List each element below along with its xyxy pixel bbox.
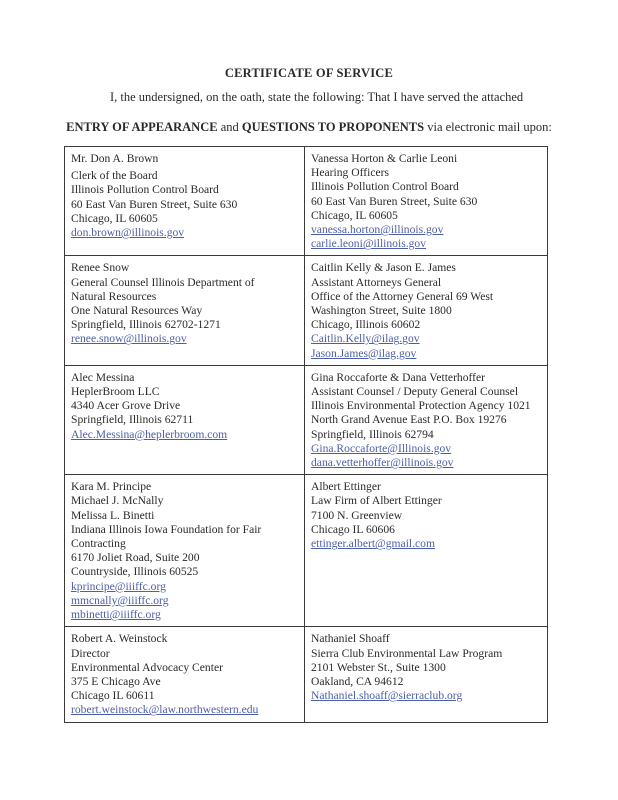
address-line: Illinois Environmental Protection Agency 1021 bbox=[311, 399, 531, 413]
address-line: 60 East Van Buren Street, Suite 630 bbox=[71, 197, 238, 211]
address-line: Michael J. McNally bbox=[71, 494, 164, 508]
address-line: North Grand Avenue East P.O. Box 19276 bbox=[311, 413, 507, 427]
address-line: Office of the Attorney General 69 West bbox=[311, 289, 494, 303]
recipient-cell bbox=[65, 627, 305, 722]
email-link[interactable]: vanessa.horton@illinois.gov bbox=[311, 223, 444, 237]
address-line: Washington Street, Suite 1800 bbox=[311, 304, 452, 318]
email-link[interactable]: dana.vetterhoffer@illinois.gov bbox=[311, 456, 454, 470]
address-line: Oakland, CA 94612 bbox=[311, 674, 404, 688]
email-link[interactable]: mmcnally@iiiffc.org bbox=[71, 593, 169, 607]
address-line: Indiana Illinois Iowa Foundation for Fair bbox=[71, 522, 262, 536]
address-line: Law Firm of Albert Ettinger bbox=[311, 494, 442, 508]
email-link[interactable]: robert.weinstock@law.northwestern.edu bbox=[71, 703, 259, 717]
recipient-cell bbox=[305, 365, 548, 474]
document-questions-to-proponents: QUESTIONS TO PROPONENTS bbox=[241, 120, 425, 134]
service-row bbox=[65, 627, 548, 722]
recipient-cell bbox=[305, 627, 548, 722]
address-line: 2101 Webster St., Suite 1300 bbox=[311, 660, 446, 674]
oath-statement: I, the undersigned, on the oath, state the following: That I have served the attached bbox=[110, 90, 524, 104]
address-line: Hearing Officers bbox=[311, 166, 390, 180]
recipient-cell bbox=[305, 256, 548, 365]
service-row bbox=[65, 147, 548, 256]
conjunction-text: and bbox=[217, 120, 242, 134]
service-row bbox=[65, 256, 548, 365]
address-line: Assistant Attorneys General bbox=[311, 275, 442, 289]
address-line: Natural Resources bbox=[71, 289, 157, 303]
address-line: 7100 N. Greenview bbox=[311, 508, 403, 522]
delivery-method-text: via electronic mail upon: bbox=[424, 120, 552, 134]
email-link[interactable]: kprincipe@iiiffc.org bbox=[71, 579, 166, 593]
recipient-name: Alec Messina bbox=[71, 370, 135, 384]
service-list-table bbox=[64, 146, 548, 723]
address-line: Assistant Counsel / Deputy General Counsel bbox=[311, 385, 519, 399]
recipient-name: Caitlin Kelly & Jason E. James bbox=[311, 261, 456, 275]
recipient-cell bbox=[65, 365, 305, 474]
address-line: Springfield, Illinois 62794 bbox=[311, 427, 434, 441]
address-line: Chicago, IL 60605 bbox=[311, 208, 398, 222]
service-row bbox=[65, 365, 548, 474]
recipient-name: Kara M. Principe bbox=[71, 480, 152, 494]
address-line: Illinois Pollution Control Board bbox=[311, 180, 459, 194]
recipient-name: Robert A. Weinstock bbox=[71, 632, 168, 646]
address-line: One Natural Resources Way bbox=[71, 304, 203, 318]
address-line: Chicago, Illinois 60602 bbox=[311, 318, 421, 332]
recipient-cell bbox=[65, 475, 305, 627]
service-row bbox=[65, 475, 548, 627]
email-link[interactable]: Gina.Roccaforte@Illinois.gov bbox=[311, 441, 452, 455]
recipient-name: Mr. Don A. Brown bbox=[71, 152, 159, 165]
address-line: Chicago IL 60611 bbox=[71, 689, 155, 703]
recipient-cell bbox=[305, 147, 548, 256]
address-line: Springfield, Illinois 62711 bbox=[71, 413, 194, 427]
recipient-name: Vanessa Horton & Carlie Leoni bbox=[311, 152, 458, 165]
email-link[interactable]: carlie.leoni@illinois.gov bbox=[311, 237, 426, 251]
document-entry-of-appearance: ENTRY OF APPEARANCE bbox=[66, 120, 218, 134]
email-link[interactable]: don.brown@illinois.gov bbox=[71, 226, 185, 240]
address-line: Environmental Advocacy Center bbox=[71, 660, 223, 674]
recipient-cell bbox=[65, 147, 305, 256]
address-line: Melissa L. Binetti bbox=[71, 508, 155, 522]
address-line: Clerk of the Board bbox=[71, 169, 158, 183]
email-link[interactable]: Jason.James@ilag.gov bbox=[311, 346, 417, 360]
email-link[interactable]: Alec.Messina@heplerbroom.com bbox=[71, 427, 228, 441]
address-line: 6170 Joliet Road, Suite 200 bbox=[71, 551, 200, 565]
email-link[interactable]: Nathaniel.shoaff@sierraclub.org bbox=[311, 689, 463, 703]
recipient-cell bbox=[305, 475, 548, 627]
address-line: 4340 Acer Grove Drive bbox=[71, 399, 181, 413]
address-line: Contracting bbox=[71, 537, 126, 551]
address-line: 60 East Van Buren Street, Suite 630 bbox=[311, 194, 478, 208]
address-line: HeplerBroom LLC bbox=[71, 385, 160, 399]
address-line: General Counsel Illinois Department of bbox=[71, 275, 255, 289]
address-line: Illinois Pollution Control Board bbox=[71, 183, 219, 197]
served-documents-line bbox=[0, 120, 618, 135]
recipient-name: Nathaniel Shoaff bbox=[311, 632, 390, 646]
recipient-name: Renee Snow bbox=[71, 261, 130, 275]
recipient-name: Albert Ettinger bbox=[311, 480, 381, 494]
recipient-cell bbox=[65, 256, 305, 365]
address-line: Springfield, Illinois 62702-1271 bbox=[71, 318, 221, 332]
recipient-name: Gina Roccaforte & Dana Vetterhoffer bbox=[311, 370, 486, 384]
address-line: Chicago IL 60606 bbox=[311, 522, 395, 536]
email-link[interactable]: mbinetti@iiiffc.org bbox=[71, 608, 161, 622]
address-line: Sierra Club Environmental Law Program bbox=[311, 646, 503, 660]
email-link[interactable]: Caitlin.Kelly@ilag.gov bbox=[311, 332, 420, 346]
address-line: Director bbox=[71, 646, 110, 660]
page-title: CERTIFICATE OF SERVICE bbox=[224, 66, 394, 80]
email-link[interactable]: renee.snow@illinois.gov bbox=[71, 332, 187, 346]
address-line: Countryside, Illinois 60525 bbox=[71, 565, 199, 579]
email-link[interactable]: ettinger.albert@gmail.com bbox=[311, 537, 435, 551]
address-line: Chicago, IL 60605 bbox=[71, 211, 158, 225]
address-line: 375 E Chicago Ave bbox=[71, 674, 161, 688]
